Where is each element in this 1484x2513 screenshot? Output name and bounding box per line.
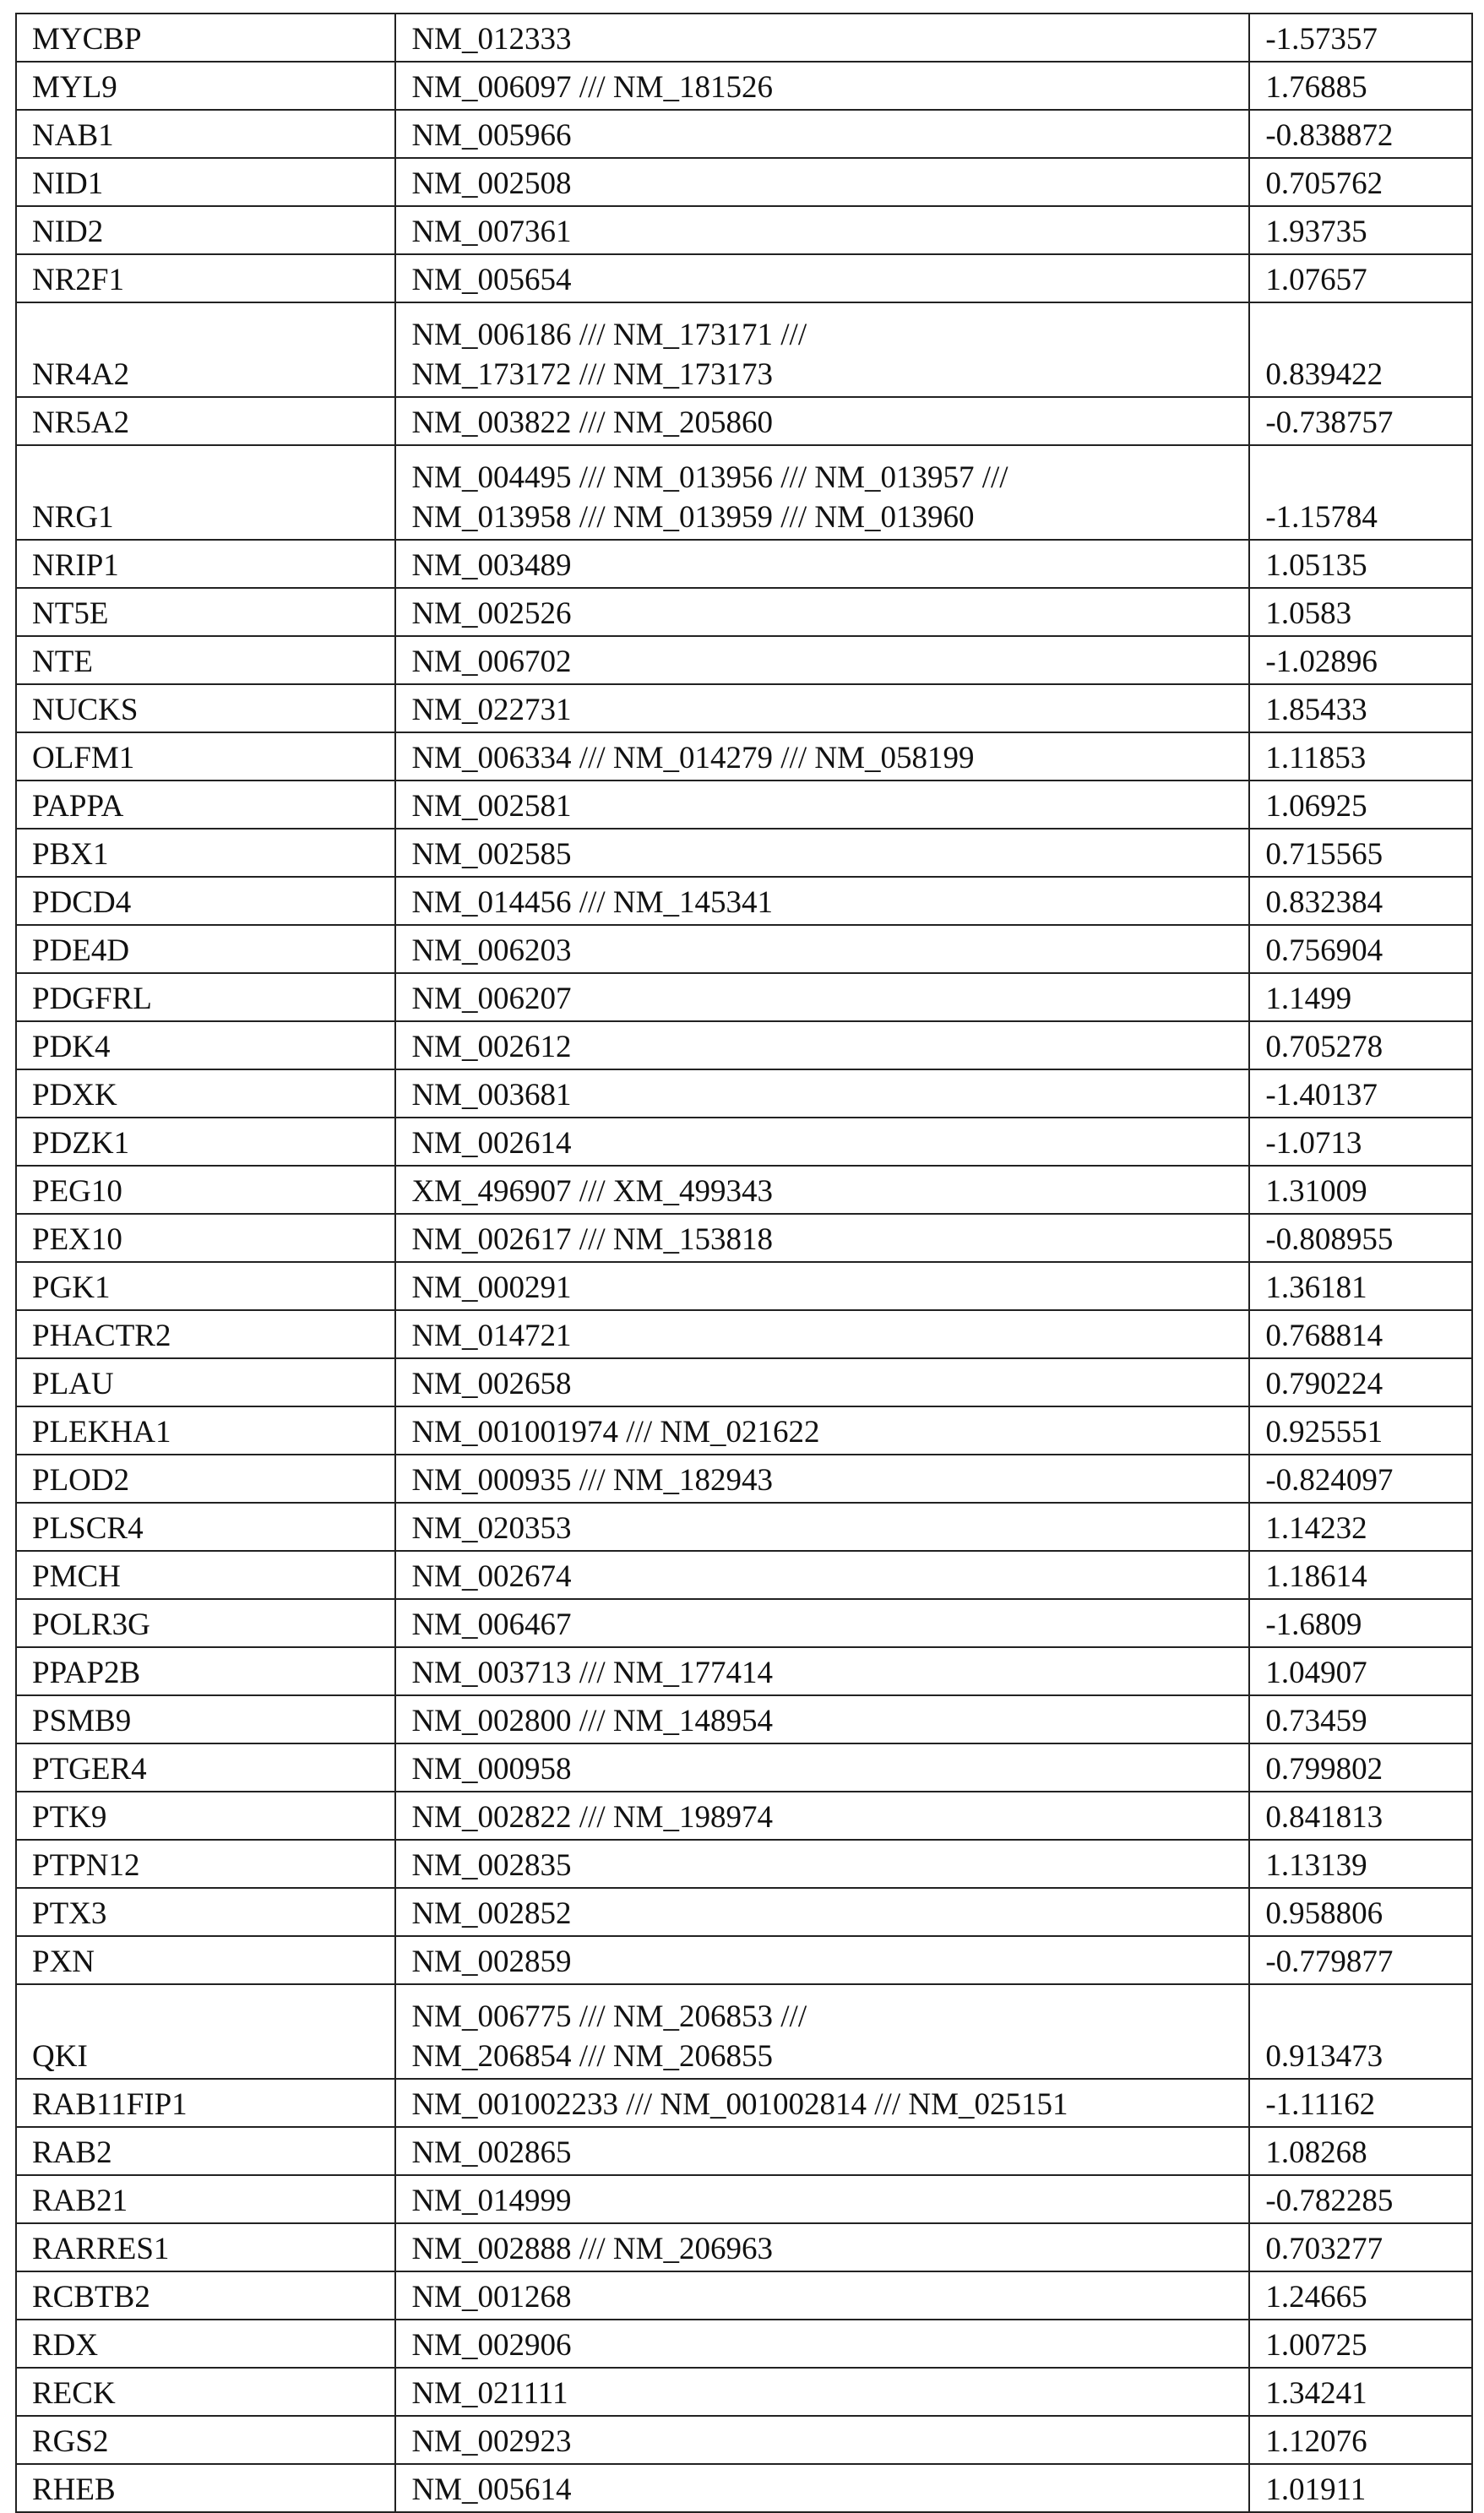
fold-change-cell: 1.08268 (1249, 2127, 1472, 2175)
accession-line: NM_002865 (411, 2133, 1248, 2173)
gene-table (15, 13, 1473, 2513)
accession-line: NM_004495 /// NM_013956 /// NM_013957 /// (411, 458, 1248, 498)
gene-symbol-cell: PTPN12 (16, 1840, 395, 1888)
gene-symbol-cell: PTGER4 (16, 1743, 395, 1792)
table-row (16, 1599, 1472, 1647)
accession-line: NM_002822 /// NM_198974 (411, 1798, 1248, 1837)
table-row (16, 2320, 1472, 2368)
accession-line: NM_014999 (411, 2181, 1248, 2221)
fold-change-cell: 0.958806 (1249, 1888, 1472, 1936)
gene-symbol-cell: PPAP2B (16, 1647, 395, 1695)
accession-line: NM_020353 (411, 1509, 1248, 1548)
accession-line: NM_000958 (411, 1749, 1248, 1789)
accession-line: NM_002800 /// NM_148954 (411, 1701, 1248, 1741)
accession-line: NM_013958 /// NM_013959 /// NM_013960 (411, 498, 1248, 537)
accession-cell (395, 2271, 1249, 2320)
gene-symbol-cell: PMCH (16, 1551, 395, 1599)
gene-symbol-cell: PDXK (16, 1069, 395, 1118)
accession-line: NM_002508 (411, 164, 1248, 204)
accession-line: XM_496907 /// XM_499343 (411, 1172, 1248, 1211)
fold-change-cell: 0.73459 (1249, 1695, 1472, 1743)
accession-line: NM_002585 (411, 835, 1248, 874)
fold-change-cell: 1.06925 (1249, 781, 1472, 829)
gene-symbol-cell: RHEB (16, 2464, 395, 2512)
accession-line: NM_173172 /// NM_173173 (411, 355, 1248, 394)
accession-cell (395, 110, 1249, 158)
accession-cell (395, 1792, 1249, 1840)
gene-symbol-cell: RGS2 (16, 2416, 395, 2464)
accession-cell (395, 781, 1249, 829)
fold-change-cell: -1.0713 (1249, 1118, 1472, 1166)
accession-cell (395, 397, 1249, 445)
table-row (16, 158, 1472, 206)
gene-symbol-cell: PLSCR4 (16, 1503, 395, 1551)
accession-line: NM_003681 (411, 1075, 1248, 1115)
gene-symbol-cell: PTK9 (16, 1792, 395, 1840)
accession-cell (395, 588, 1249, 636)
table-row (16, 877, 1472, 925)
fold-change-cell: -0.824097 (1249, 1455, 1472, 1503)
table-row (16, 2175, 1472, 2223)
fold-change-cell: 1.13139 (1249, 1840, 1472, 1888)
gene-symbol-cell: RAB2 (16, 2127, 395, 2175)
gene-symbol-cell: RAB21 (16, 2175, 395, 2223)
fold-change-cell: 0.703277 (1249, 2223, 1472, 2271)
gene-symbol-cell: NID1 (16, 158, 395, 206)
accession-cell (395, 1936, 1249, 1984)
gene-symbol-cell: RECK (16, 2368, 395, 2416)
accession-line: NM_000291 (411, 1268, 1248, 1308)
fold-change-cell: 0.756904 (1249, 925, 1472, 973)
table-row (16, 1455, 1472, 1503)
accession-line: NM_006207 (411, 979, 1248, 1019)
gene-symbol-cell: PGK1 (16, 1262, 395, 1310)
gene-symbol-cell: PDGFRL (16, 973, 395, 1021)
accession-line: NM_006097 /// NM_181526 (411, 68, 1248, 107)
table-row (16, 1840, 1472, 1888)
fold-change-cell: 1.11853 (1249, 732, 1472, 781)
gene-symbol-cell: OLFM1 (16, 732, 395, 781)
table-row (16, 1503, 1472, 1551)
accession-cell (395, 1743, 1249, 1792)
accession-cell (395, 302, 1249, 397)
accession-cell (395, 1695, 1249, 1743)
fold-change-cell: -0.808955 (1249, 1214, 1472, 1262)
accession-cell (395, 1069, 1249, 1118)
gene-symbol-cell: NR2F1 (16, 254, 395, 302)
accession-line: NM_005614 (411, 2470, 1248, 2510)
fold-change-cell: 1.93735 (1249, 206, 1472, 254)
accession-line: NM_022731 (411, 690, 1248, 730)
accession-line: NM_001268 (411, 2277, 1248, 2317)
accession-line: NM_014456 /// NM_145341 (411, 883, 1248, 922)
accession-line: NM_002888 /// NM_206963 (411, 2229, 1248, 2269)
accession-cell (395, 829, 1249, 877)
fold-change-cell: 1.00725 (1249, 2320, 1472, 2368)
table-row (16, 2223, 1472, 2271)
accession-cell (395, 1503, 1249, 1551)
gene-symbol-cell: PXN (16, 1936, 395, 1984)
accession-line: NM_006467 (411, 1605, 1248, 1645)
accession-cell (395, 2416, 1249, 2464)
table-row (16, 1069, 1472, 1118)
accession-line: NM_007361 (411, 212, 1248, 252)
accession-cell (395, 973, 1249, 1021)
fold-change-cell: 0.705278 (1249, 1021, 1472, 1069)
gene-symbol-cell: RAB11FIP1 (16, 2079, 395, 2127)
table-row (16, 1166, 1472, 1214)
table-row (16, 1695, 1472, 1743)
gene-symbol-cell: NR4A2 (16, 302, 395, 397)
table-row (16, 445, 1472, 540)
gene-symbol-cell: NUCKS (16, 684, 395, 732)
gene-symbol-cell: POLR3G (16, 1599, 395, 1647)
fold-change-cell: -0.838872 (1249, 110, 1472, 158)
accession-cell (395, 540, 1249, 588)
table-row (16, 62, 1472, 110)
fold-change-cell: 1.24665 (1249, 2271, 1472, 2320)
fold-change-cell: 1.18614 (1249, 1551, 1472, 1599)
gene-symbol-cell: PSMB9 (16, 1695, 395, 1743)
fold-change-cell: 1.04907 (1249, 1647, 1472, 1695)
table-row (16, 1262, 1472, 1310)
accession-cell (395, 1358, 1249, 1406)
accession-cell (395, 1021, 1249, 1069)
accession-cell (395, 1262, 1249, 1310)
table-row (16, 636, 1472, 684)
table-row (16, 1936, 1472, 1984)
accession-line: NM_206854 /// NM_206855 (411, 2037, 1248, 2076)
table-row (16, 2368, 1472, 2416)
fold-change-cell: -1.6809 (1249, 1599, 1472, 1647)
accession-line: NM_003489 (411, 546, 1248, 585)
accession-cell (395, 925, 1249, 973)
gene-symbol-cell: PEX10 (16, 1214, 395, 1262)
accession-cell (395, 254, 1249, 302)
fold-change-cell: 1.36181 (1249, 1262, 1472, 1310)
accession-line: NM_012333 (411, 19, 1248, 59)
gene-symbol-cell: PHACTR2 (16, 1310, 395, 1358)
table-row (16, 781, 1472, 829)
accession-line: NM_002612 (411, 1027, 1248, 1067)
accession-line: NM_002852 (411, 1894, 1248, 1934)
gene-symbol-cell: RDX (16, 2320, 395, 2368)
accession-cell (395, 1214, 1249, 1262)
fold-change-cell: -1.02896 (1249, 636, 1472, 684)
table-row (16, 1358, 1472, 1406)
accession-cell (395, 2320, 1249, 2368)
table-row (16, 302, 1472, 397)
accession-cell (395, 445, 1249, 540)
accession-line: NM_003822 /// NM_205860 (411, 403, 1248, 443)
gene-symbol-cell: PTX3 (16, 1888, 395, 1936)
gene-symbol-cell: PAPPA (16, 781, 395, 829)
fold-change-cell: 0.839422 (1249, 302, 1472, 397)
accession-cell (395, 206, 1249, 254)
fold-change-cell: -0.738757 (1249, 397, 1472, 445)
fold-change-cell: -1.15784 (1249, 445, 1472, 540)
fold-change-cell: 1.85433 (1249, 684, 1472, 732)
accession-cell (395, 732, 1249, 781)
accession-cell (395, 158, 1249, 206)
fold-change-cell: 0.790224 (1249, 1358, 1472, 1406)
fold-change-cell: -0.782285 (1249, 2175, 1472, 2223)
gene-symbol-cell: PBX1 (16, 829, 395, 877)
gene-table-body (16, 14, 1472, 2512)
accession-cell (395, 14, 1249, 62)
table-row (16, 732, 1472, 781)
fold-change-cell: 1.07657 (1249, 254, 1472, 302)
table-row (16, 14, 1472, 62)
fold-change-cell: -1.11162 (1249, 2079, 1472, 2127)
accession-line: NM_014721 (411, 1316, 1248, 1356)
fold-change-cell: 0.715565 (1249, 829, 1472, 877)
accession-line: NM_002835 (411, 1846, 1248, 1885)
gene-symbol-cell: PEG10 (16, 1166, 395, 1214)
table-row (16, 540, 1472, 588)
accession-cell (395, 1455, 1249, 1503)
fold-change-cell: 0.913473 (1249, 1984, 1472, 2079)
accession-cell (395, 1118, 1249, 1166)
fold-change-cell: 1.1499 (1249, 973, 1472, 1021)
table-row (16, 397, 1472, 445)
accession-cell (395, 877, 1249, 925)
accession-line: NM_002923 (411, 2422, 1248, 2461)
accession-cell (395, 2175, 1249, 2223)
accession-cell (395, 684, 1249, 732)
accession-line: NM_006334 /// NM_014279 /// NM_058199 (411, 738, 1248, 778)
table-row (16, 1310, 1472, 1358)
accession-line: NM_006702 (411, 642, 1248, 682)
accession-line: NM_005966 (411, 116, 1248, 155)
fold-change-cell: 0.841813 (1249, 1792, 1472, 1840)
table-row (16, 1888, 1472, 1936)
accession-cell (395, 2127, 1249, 2175)
accession-cell (395, 62, 1249, 110)
fold-change-cell: 0.799802 (1249, 1743, 1472, 1792)
table-row (16, 973, 1472, 1021)
accession-cell (395, 1984, 1249, 2079)
accession-line: NM_001001974 /// NM_021622 (411, 1412, 1248, 1452)
gene-symbol-cell: PLAU (16, 1358, 395, 1406)
gene-symbol-cell: PDZK1 (16, 1118, 395, 1166)
gene-symbol-cell: QKI (16, 1984, 395, 2079)
accession-line: NM_000935 /// NM_182943 (411, 1460, 1248, 1500)
accession-line: NM_002674 (411, 1557, 1248, 1596)
gene-symbol-cell: NRIP1 (16, 540, 395, 588)
fold-change-cell: 1.12076 (1249, 2416, 1472, 2464)
accession-line: NM_002526 (411, 594, 1248, 634)
accession-line: NM_002658 (411, 1364, 1248, 1404)
gene-symbol-cell: PDCD4 (16, 877, 395, 925)
accession-line: NM_002581 (411, 786, 1248, 826)
table-row (16, 2079, 1472, 2127)
table-row (16, 110, 1472, 158)
table-row (16, 829, 1472, 877)
table-row (16, 1021, 1472, 1069)
accession-line: NM_003713 /// NM_177414 (411, 1653, 1248, 1693)
fold-change-cell: -1.40137 (1249, 1069, 1472, 1118)
fold-change-cell: 1.31009 (1249, 1166, 1472, 1214)
table-row (16, 1984, 1472, 2079)
table-row (16, 588, 1472, 636)
gene-symbol-cell: MYCBP (16, 14, 395, 62)
accession-cell (395, 1647, 1249, 1695)
fold-change-cell: 1.0583 (1249, 588, 1472, 636)
accession-line: NM_021111 (411, 2374, 1248, 2413)
accession-cell (395, 2368, 1249, 2416)
accession-cell (395, 1166, 1249, 1214)
accession-line: NM_006203 (411, 931, 1248, 971)
table-row (16, 1551, 1472, 1599)
gene-symbol-cell: MYL9 (16, 62, 395, 110)
accession-cell (395, 1599, 1249, 1647)
fold-change-cell: 0.705762 (1249, 158, 1472, 206)
table-row (16, 206, 1472, 254)
table-row (16, 1647, 1472, 1695)
table-row (16, 1743, 1472, 1792)
accession-cell (395, 1840, 1249, 1888)
accession-line: NM_002906 (411, 2325, 1248, 2365)
accession-cell (395, 636, 1249, 684)
table-row (16, 2271, 1472, 2320)
gene-symbol-cell: NAB1 (16, 110, 395, 158)
table-row (16, 684, 1472, 732)
accession-cell (395, 1406, 1249, 1455)
accession-line: NM_006186 /// NM_173171 /// (411, 315, 1248, 355)
accession-line: NM_002859 (411, 1942, 1248, 1982)
table-row (16, 1214, 1472, 1262)
fold-change-cell: 0.768814 (1249, 1310, 1472, 1358)
fold-change-cell: 1.34241 (1249, 2368, 1472, 2416)
gene-symbol-cell: NTE (16, 636, 395, 684)
accession-cell (395, 1888, 1249, 1936)
gene-symbol-cell: PLOD2 (16, 1455, 395, 1503)
gene-symbol-cell: PDE4D (16, 925, 395, 973)
accession-line: NM_001002233 /// NM_001002814 /// NM_025151 (411, 2085, 1248, 2124)
gene-symbol-cell: NR5A2 (16, 397, 395, 445)
fold-change-cell: 0.832384 (1249, 877, 1472, 925)
gene-symbol-cell: NID2 (16, 206, 395, 254)
gene-symbol-cell: NT5E (16, 588, 395, 636)
fold-change-cell: 1.01911 (1249, 2464, 1472, 2512)
gene-symbol-cell: PDK4 (16, 1021, 395, 1069)
gene-symbol-cell: PLEKHA1 (16, 1406, 395, 1455)
accession-cell (395, 1551, 1249, 1599)
accession-line: NM_006775 /// NM_206853 /// (411, 1997, 1248, 2037)
fold-change-cell: 1.76885 (1249, 62, 1472, 110)
fold-change-cell: 0.925551 (1249, 1406, 1472, 1455)
accession-line: NM_002614 (411, 1123, 1248, 1163)
table-row (16, 1118, 1472, 1166)
accession-line: NM_005654 (411, 260, 1248, 300)
accession-cell (395, 2464, 1249, 2512)
fold-change-cell: -1.57357 (1249, 14, 1472, 62)
table-row (16, 254, 1472, 302)
table-row (16, 2416, 1472, 2464)
fold-change-cell: -0.779877 (1249, 1936, 1472, 1984)
accession-cell (395, 2079, 1249, 2127)
fold-change-cell: 1.14232 (1249, 1503, 1472, 1551)
accession-line: NM_002617 /// NM_153818 (411, 1220, 1248, 1259)
table-row (16, 1792, 1472, 1840)
fold-change-cell: 1.05135 (1249, 540, 1472, 588)
table-row (16, 1406, 1472, 1455)
table-row (16, 925, 1472, 973)
gene-symbol-cell: NRG1 (16, 445, 395, 540)
table-row (16, 2464, 1472, 2512)
gene-symbol-cell: RARRES1 (16, 2223, 395, 2271)
table-row (16, 2127, 1472, 2175)
accession-cell (395, 2223, 1249, 2271)
accession-cell (395, 1310, 1249, 1358)
gene-symbol-cell: RCBTB2 (16, 2271, 395, 2320)
